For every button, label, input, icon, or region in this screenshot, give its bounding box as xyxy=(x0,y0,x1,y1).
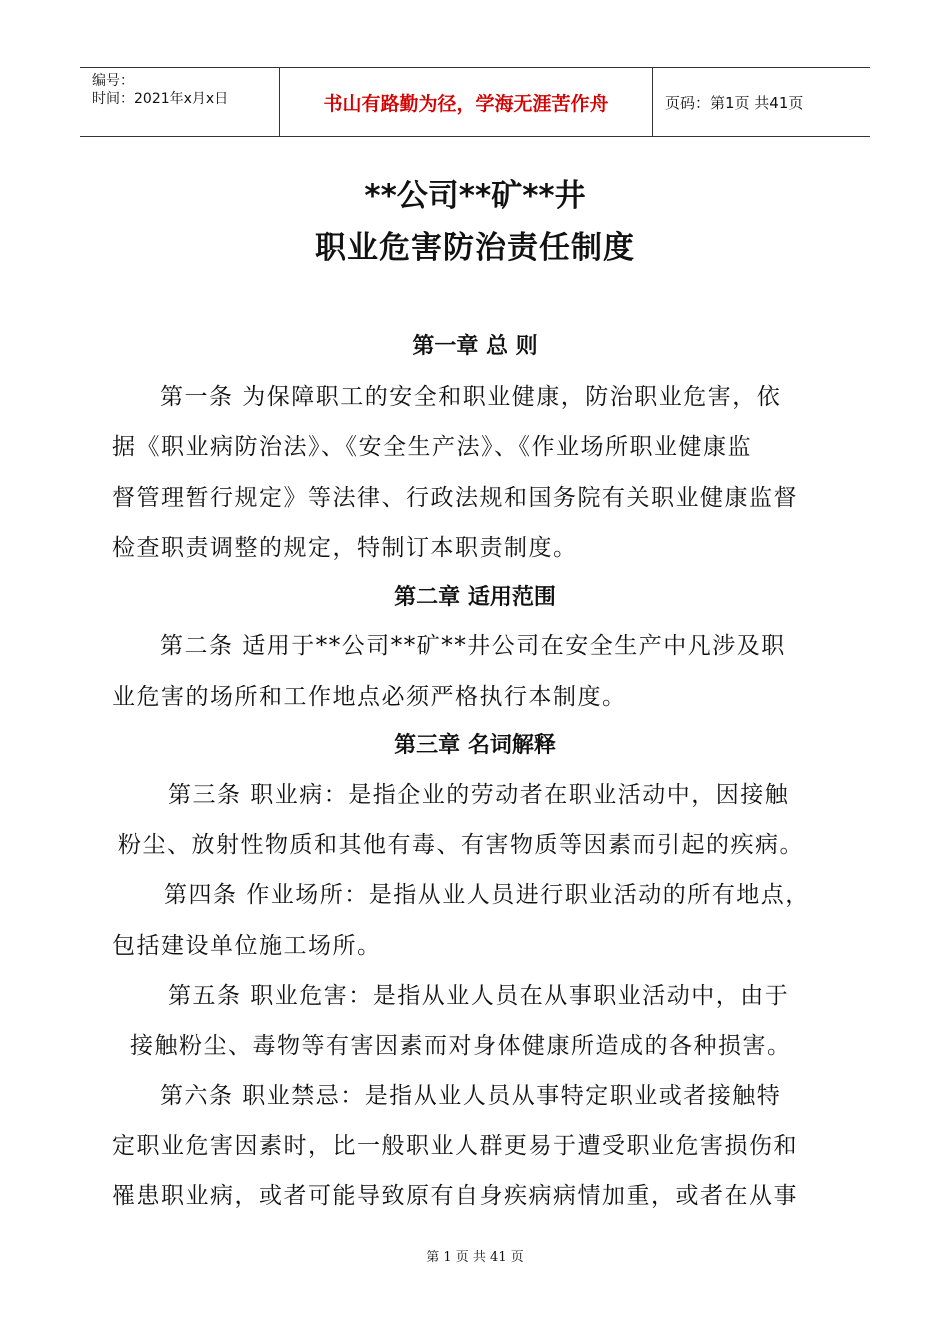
article-2-line-1: 第二条 适用于**公司**矿**井公司在安全生产中凡涉及职 xyxy=(160,633,786,659)
article-6-line-2: 定职业危害因素时，比一般职业人群更易于遭受职业危害损伤和 xyxy=(112,1133,798,1159)
article-1-line-4: 检查职责调整的规定，特制订本职责制度。 xyxy=(112,535,578,561)
article-1-line-2: 据《职业病防治法》、《安全生产法》、《作业场所职业健康监 xyxy=(112,434,752,460)
article-5-line-2: 接触粉尘、毒物等有害因素而对身体健康所造成的各种损害。 xyxy=(130,1033,792,1059)
article-1-line-1: 第一条 为保障职工的安全和职业健康，防治职业危害，依 xyxy=(160,384,782,410)
document-header xyxy=(80,67,870,137)
article-6-line-3: 罹患职业病，或者可能导致原有自身疾病病情加重，或者在从事 xyxy=(112,1183,798,1209)
article-5-line-1: 第五条 职业危害：是指从业人员在从事职业活动中，由于 xyxy=(168,983,790,1009)
header-page-info: 页码：第1页 共41页 xyxy=(665,93,804,112)
header-motto: 书山有路勤为径，学海无涯苦作舟 xyxy=(323,92,609,115)
chapter-heading-2: 第二章 适用范围 xyxy=(394,585,556,610)
article-3-line-1: 第三条 职业病：是指企业的劳动者在职业活动中，因接触 xyxy=(168,782,790,808)
page-footer: 第 1 页 共 41 页 xyxy=(426,1250,524,1265)
article-1-line-3: 督管理暂行规定》等法律、行政法规和国务院有关职业健康监督 xyxy=(112,485,798,511)
doc-time-label: 时间：2021年x月x日 xyxy=(92,91,229,107)
article-4-line-2: 包括建设单位施工场所。 xyxy=(112,933,382,959)
article-6-line-1: 第六条 职业禁忌：是指从业人员从事特定职业或者接触特 xyxy=(160,1083,782,1109)
doc-code-label: 编号： xyxy=(92,73,134,89)
header-meta xyxy=(80,68,280,136)
article-4-line-1: 第四条 作业场所：是指从业人员进行职业活动的所有地点， xyxy=(164,882,810,908)
chapter-heading-3: 第三章 名词解释 xyxy=(394,733,556,758)
doc-title-line1: **公司**矿**井 xyxy=(364,178,586,214)
article-2-line-2: 业危害的场所和工作地点必须严格执行本制度。 xyxy=(112,684,627,710)
doc-title-line2: 职业危害防治责任制度 xyxy=(315,230,635,266)
header-motto-cell xyxy=(280,68,653,136)
chapter-heading-1: 第一章 总 则 xyxy=(412,334,538,359)
article-3-line-2: 粉尘、放射性物质和其他有毒、有害物质等因素而引起的疾病。 xyxy=(118,832,804,858)
